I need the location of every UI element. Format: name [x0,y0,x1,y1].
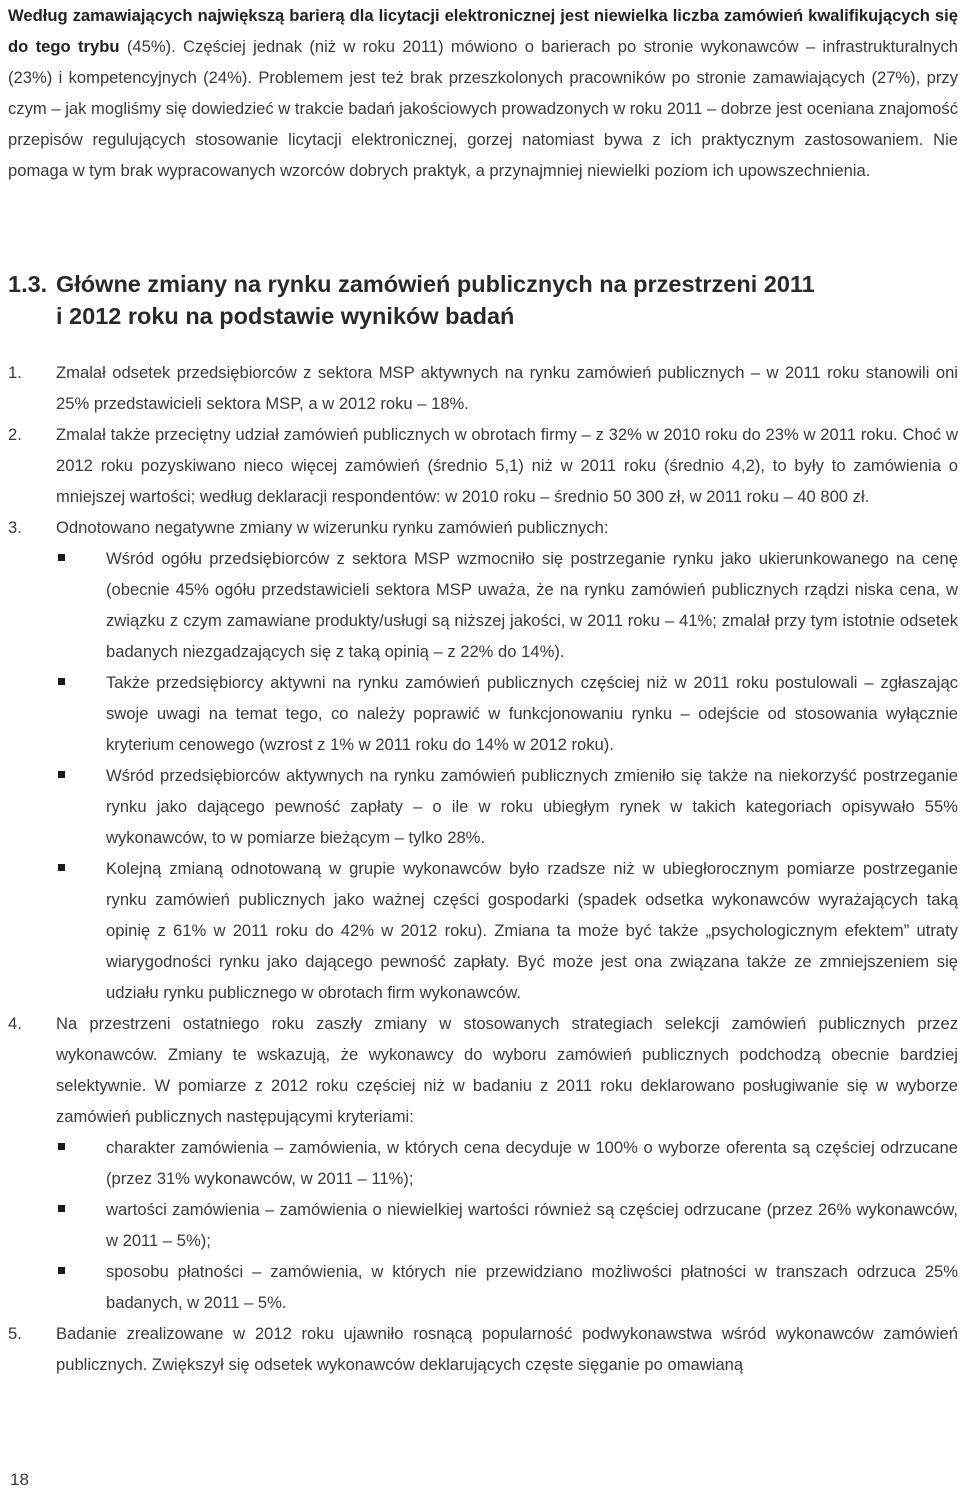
list-item-text: Badanie zrealizowane w 2012 roku ujawniło rosnącą popularność podwykonawstwa wśród wykonawców zamówień publicznych. Zwiększył się odsetek wykonawców deklarujących częste sięganie po omawianą [56,1324,958,1374]
bullet-item [56,543,958,667]
intro-bold-text: Według zamawiających największą barierą dla licytacji elektronicznej jest niewielka liczba zamówień kwalifikujących się do tego trybu [8,6,958,56]
list-item-number: 1. [8,363,22,382]
list-item-number: 3. [8,518,22,537]
list-item [8,1008,958,1318]
list-item [8,419,958,512]
square-bullet-icon [58,1143,65,1150]
square-bullet-icon [58,1205,65,1212]
list-item [8,512,958,1008]
list-item-text: Zmalał odsetek przedsiębiorców z sektora MSP aktywnych na rynku zamówień publicznych – w 2011 roku stanowili oni 25% przedstawicieli sektora MSP, a w 2012 roku – 18%. [56,363,958,413]
list-item-number: 4. [8,1014,22,1033]
document-body [8,0,958,1374]
intro-paragraph [8,0,958,186]
square-bullet-icon [58,1267,65,1274]
bullet-item [56,1256,958,1318]
page-number: 18 [10,1470,29,1489]
list-item [8,1318,958,1380]
bullet-list [56,1132,958,1318]
bullet-item-text: sposobu płatności – zamówienia, w których nie przewidziano możliwości płatności w transzach odrzuca 25% badanych, w 2011 – 5%. [106,1262,958,1312]
bullet-list [56,543,958,1008]
list-item-text: Odnotowano negatywne zmiany w wizerunku rynku zamówień publicznych: [56,518,609,537]
list-item-number: 2. [8,425,22,444]
bullet-item-text: Wśród ogółu przedsiębiorców z sektora MSP wzmocniło się postrzeganie rynku jako ukierunkowanego na cenę (obecnie 45% ogółu przedstawicieli sektora MSP uważa, że na rynku zamówień publicznych rządzi niska cena, w związku z czym zamawiane produkty/usługi są niższej jakości, w 2011 roku – 41%; zmalał przy tym istotnie odsetek badanych niezgadzających się z taką opinią – z 22% do 14%). [106,549,958,661]
square-bullet-icon [58,554,65,561]
list-item-text: Na przestrzeni ostatniego roku zaszły zmiany w stosowanych strategiach selekcji zamówień publicznych przez wykonawców. Zmiany te wskazują, że wykonawcy do wyboru zamówień publicznych podchodzą obecnie bardziej selektywnie. W pomiarze z 2012 roku częściej niż w badaniu z 2011 roku deklarowano posługiwanie się w wyborze zamówień publicznych następującymi kryteriami: [56,1014,958,1126]
section-heading [8,268,948,332]
square-bullet-icon [58,771,65,778]
bullet-item-text: wartości zamówienia – zamówienia o niewielkiej wartości również są częściej odrzucane (przez 26% wykonawców, w 2011 – 5%); [106,1200,958,1250]
intro-text: (45%). Częściej jednak (niż w roku 2011) mówiono o barierach po stronie wykonawców – infrastrukturalnych (23%) i kompetencyjnych (24%). Problemem jest też brak przeszkolonych pracowników po stronie zamawiających (27%), przy czym – jak mogliśmy się dowiedzieć w trakcie badań jakościowych prowadzonych w roku 2011 – dobrze jest oceniana znajomość przepisów regulujących stosowanie licytacji elektronicznej, gorzej natomiast bywa z ich praktycznym zastosowaniem. Nie pomaga w tym brak wypracowanych wzorców dobrych praktyk, a przynajmniej niewielki poziom ich upowszechnienia. [8,37,958,180]
bullet-item-text: Kolejną zmianą odnotowaną w grupie wykonawców było rzadsze niż w ubiegłorocznym pomiarze postrzeganie rynku zamówień publicznych jako ważnej części gospodarki (spadek odsetka wykonawców wyrażających taką opinię z 61% w 2011 roku do 42% w 2012 roku). Zmiana ta może być także „psychologicznym efektem” utraty wiarygodności rynku jako dającego pewność zapłaty. Być może jest ona związana także ze zmniejszeniem się udziału rynku publicznego w obrotach firm wykonawców. [106,859,958,1002]
numbered-list [8,357,958,1380]
bullet-item [56,760,958,853]
bullet-item-text: Wśród przedsiębiorców aktywnych na rynku zamówień publicznych zmieniło się także na niekorzyść postrzeganie rynku jako dającego pewność zapłaty – o ile w roku ubiegłym rynek w takich kategoriach opisywało 55% wykonawców, to w pomiarze bieżącym – tylko 28%. [106,766,958,847]
list-item-number: 5. [8,1324,22,1343]
bullet-item [56,1194,958,1256]
bullet-item [56,667,958,760]
section-number: 1.3. [8,271,48,297]
bullet-item-text: Także przedsiębiorcy aktywni na rynku zamówień publicznych częściej niż w 2011 roku postulowali – zgłaszając swoje uwagi na temat tego, co należy poprawić w funkcjonowaniu rynku – odejście od stosowania wyłącznie kryterium cenowego (wzrost z 1% w 2011 roku do 14% w 2012 roku). [106,673,958,754]
list-item-text: Zmalał także przeciętny udział zamówień publicznych w obrotach firmy – z 32% w 2010 roku do 23% w 2011 roku. Choć w 2012 roku pozyskiwano nieco więcej zamówień (średnio 5,1) niż w 2011 roku (średnio 4,2), to były to zamówienia o mniejszej wartości; według deklaracji respondentów: w 2010 roku – średnio 50 300 zł, w 2011 roku – 40 800 zł. [56,425,958,506]
section-title-line2: i 2012 roku na podstawie wyników badań [56,303,515,329]
bullet-item [56,853,958,1008]
section-title-line1: Główne zmiany na rynku zamówień publicznych na przestrzeni 2011 [56,271,815,297]
square-bullet-icon [58,678,65,685]
list-item [8,357,958,419]
bullet-item-text: charakter zamówienia – zamówienia, w których cena decyduje w 100% o wyborze oferenta są częściej odrzucane (przez 31% wykonawców, w 2011 – 11%); [106,1138,958,1188]
bullet-item [56,1132,958,1194]
square-bullet-icon [58,864,65,871]
